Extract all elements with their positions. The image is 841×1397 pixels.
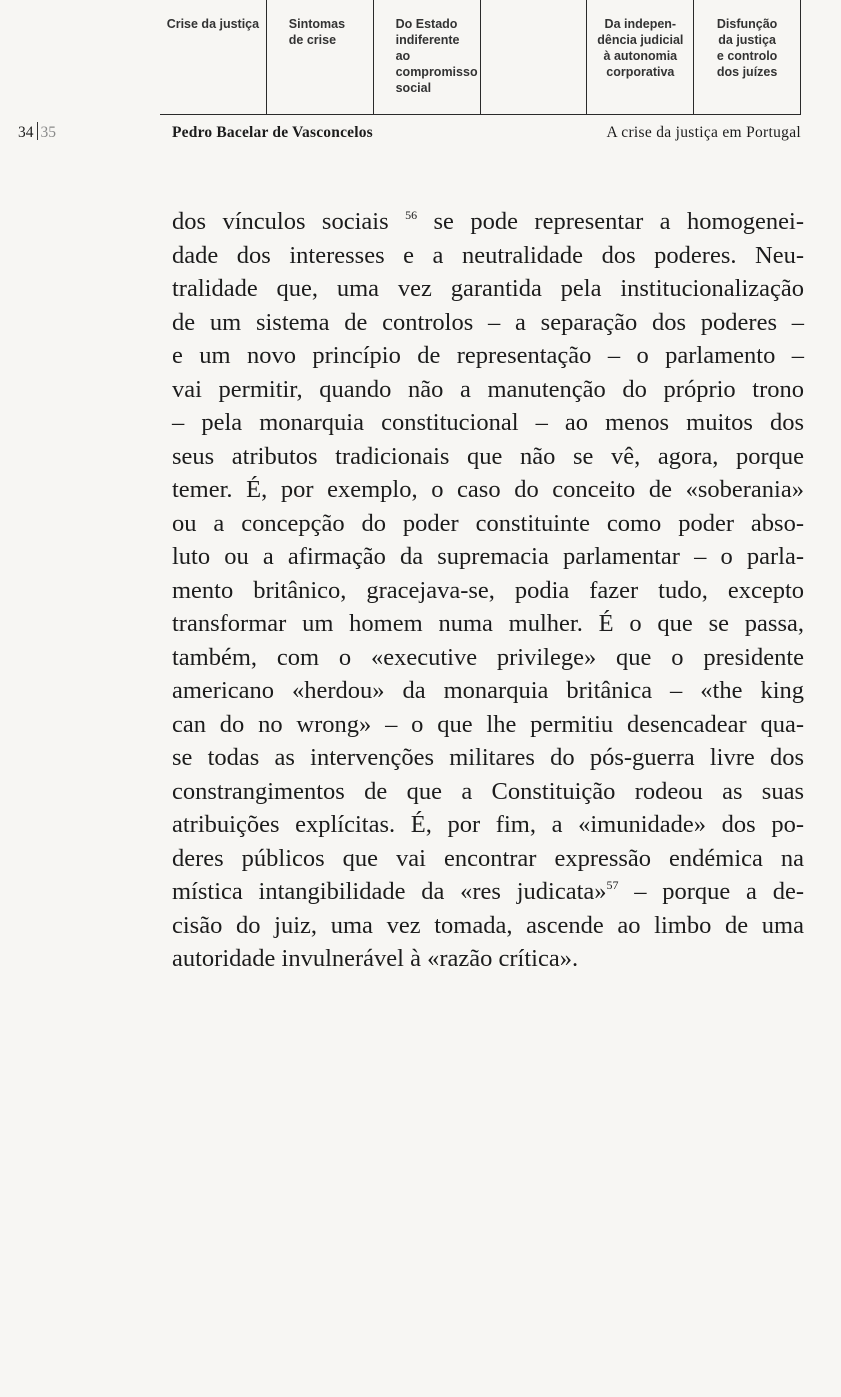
text-segment: mística intangibilidade da «res judicata» xyxy=(172,878,607,905)
text-segment: – porque a de- xyxy=(618,878,804,905)
text-line xyxy=(172,708,804,742)
text-segment: se todas as intervenções militares do pós-guerra livre dos xyxy=(172,744,804,771)
text-line xyxy=(172,473,804,507)
chapter-tab-line: corporativa xyxy=(606,65,675,79)
chapter-navigation xyxy=(160,0,801,115)
text-segment: autoridade invulnerável à «razão crítica». xyxy=(172,945,579,972)
chapter-tab xyxy=(374,0,481,114)
page-number-divider xyxy=(37,122,38,140)
chapter-tab-line: dos juízes xyxy=(716,65,778,79)
text-segment: atribuições explícitas. É, por fim, a «imunidade» dos po- xyxy=(172,811,804,838)
text-line xyxy=(172,339,804,373)
text-segment: tralidade que, uma vez garantida pela institucionalização xyxy=(172,275,804,302)
text-segment: – pela monarquia constitucional – ao menos muitos dos xyxy=(172,409,804,436)
page-number-left: 34 xyxy=(18,124,34,141)
page-number-right: 35 xyxy=(40,124,56,141)
text-segment: temer. É, por exemplo, o caso do conceito de «soberania» xyxy=(172,476,804,503)
text-segment: mento britânico, gracejava-se, podia fazer tudo, excepto xyxy=(172,576,804,604)
author-name: Pedro Bacelar de Vasconcelos xyxy=(172,124,373,141)
footnote-marker: 57 xyxy=(606,878,619,892)
text-line xyxy=(172,641,804,675)
text-line xyxy=(172,373,804,407)
text-line xyxy=(172,540,804,574)
text-segment: de um sistema de controlos – a separação dos poderes – xyxy=(172,308,804,336)
chapter-tab-line: Do Estado xyxy=(395,17,458,31)
text-line xyxy=(172,607,804,641)
text-line xyxy=(172,272,804,306)
text-segment: e um novo princípio de representação – o parlamento – xyxy=(172,342,804,369)
text-line xyxy=(172,507,804,541)
chapter-tab xyxy=(160,0,267,114)
body-text xyxy=(172,205,804,976)
text-line xyxy=(172,406,804,440)
chapter-tab-line: ao compromisso xyxy=(395,49,478,79)
chapter-tab-line: de crise xyxy=(288,33,337,47)
chapter-tab-line: social xyxy=(395,81,432,95)
text-segment: se pode representar a homogenei- xyxy=(417,208,804,235)
text-segment: deres públicos que vai encontrar expressão endémica na xyxy=(172,844,804,872)
book-title: A crise da justiça em Portugal xyxy=(606,124,801,141)
text-line xyxy=(172,574,804,608)
text-line xyxy=(172,440,804,474)
text-line xyxy=(172,808,804,842)
text-line xyxy=(172,239,804,273)
running-head xyxy=(18,122,801,146)
text-line xyxy=(172,205,804,239)
text-line xyxy=(172,842,804,876)
chapter-tab-line: Sintomas xyxy=(288,17,346,31)
text-line xyxy=(172,875,804,909)
text-line xyxy=(172,909,804,943)
text-segment: can do no wrong» – o que lhe permitiu desencadear qua- xyxy=(172,710,804,738)
chapter-tab-line: Da indepen- xyxy=(604,17,677,31)
chapter-tab-line: dência judicial xyxy=(597,33,684,47)
text-segment: constrangimentos de que a Constituição rodeou as suas xyxy=(172,777,804,805)
footnote-marker: 56 xyxy=(405,208,418,222)
chapter-tab-line: Disfunção xyxy=(716,17,778,31)
chapter-tab xyxy=(481,0,588,114)
text-segment: ou a concepção do poder constituinte como poder abso- xyxy=(172,509,804,537)
chapter-tab-line: e controlo xyxy=(716,49,778,63)
text-line xyxy=(172,942,804,976)
text-segment: dos vínculos sociais xyxy=(172,208,406,235)
chapter-tab-line: da justiça xyxy=(718,33,776,47)
chapter-tab-line: indiferente xyxy=(395,33,460,47)
text-segment: dade dos interesses e a neutralidade dos poderes. Neu- xyxy=(172,241,804,269)
chapter-tab xyxy=(587,0,694,114)
chapter-tab-line: Crise da justiça xyxy=(166,17,260,31)
text-line xyxy=(172,306,804,340)
text-segment: também, com o «executive privilege» que o presidente xyxy=(172,643,804,671)
text-line xyxy=(172,741,804,775)
text-line xyxy=(172,775,804,809)
text-segment: luto ou a afirmação da supremacia parlamentar – o parla- xyxy=(172,543,804,570)
text-line xyxy=(172,674,804,708)
text-segment: seus atributos tradicionais que não se vê, agora, porque xyxy=(172,442,804,470)
page-numbers xyxy=(18,122,56,144)
chapter-tab xyxy=(694,0,801,114)
chapter-tab-line: à autonomia xyxy=(603,49,678,63)
text-segment: americano «herdou» da monarquia britânica – «the king xyxy=(172,677,804,704)
text-segment: cisão do juiz, uma vez tomada, ascende ao limbo de uma xyxy=(172,911,804,939)
chapter-tab xyxy=(267,0,374,114)
text-segment: transformar um homem numa mulher. É o que se passa, xyxy=(172,610,804,637)
text-segment: vai permitir, quando não a manutenção do próprio trono xyxy=(172,375,804,403)
